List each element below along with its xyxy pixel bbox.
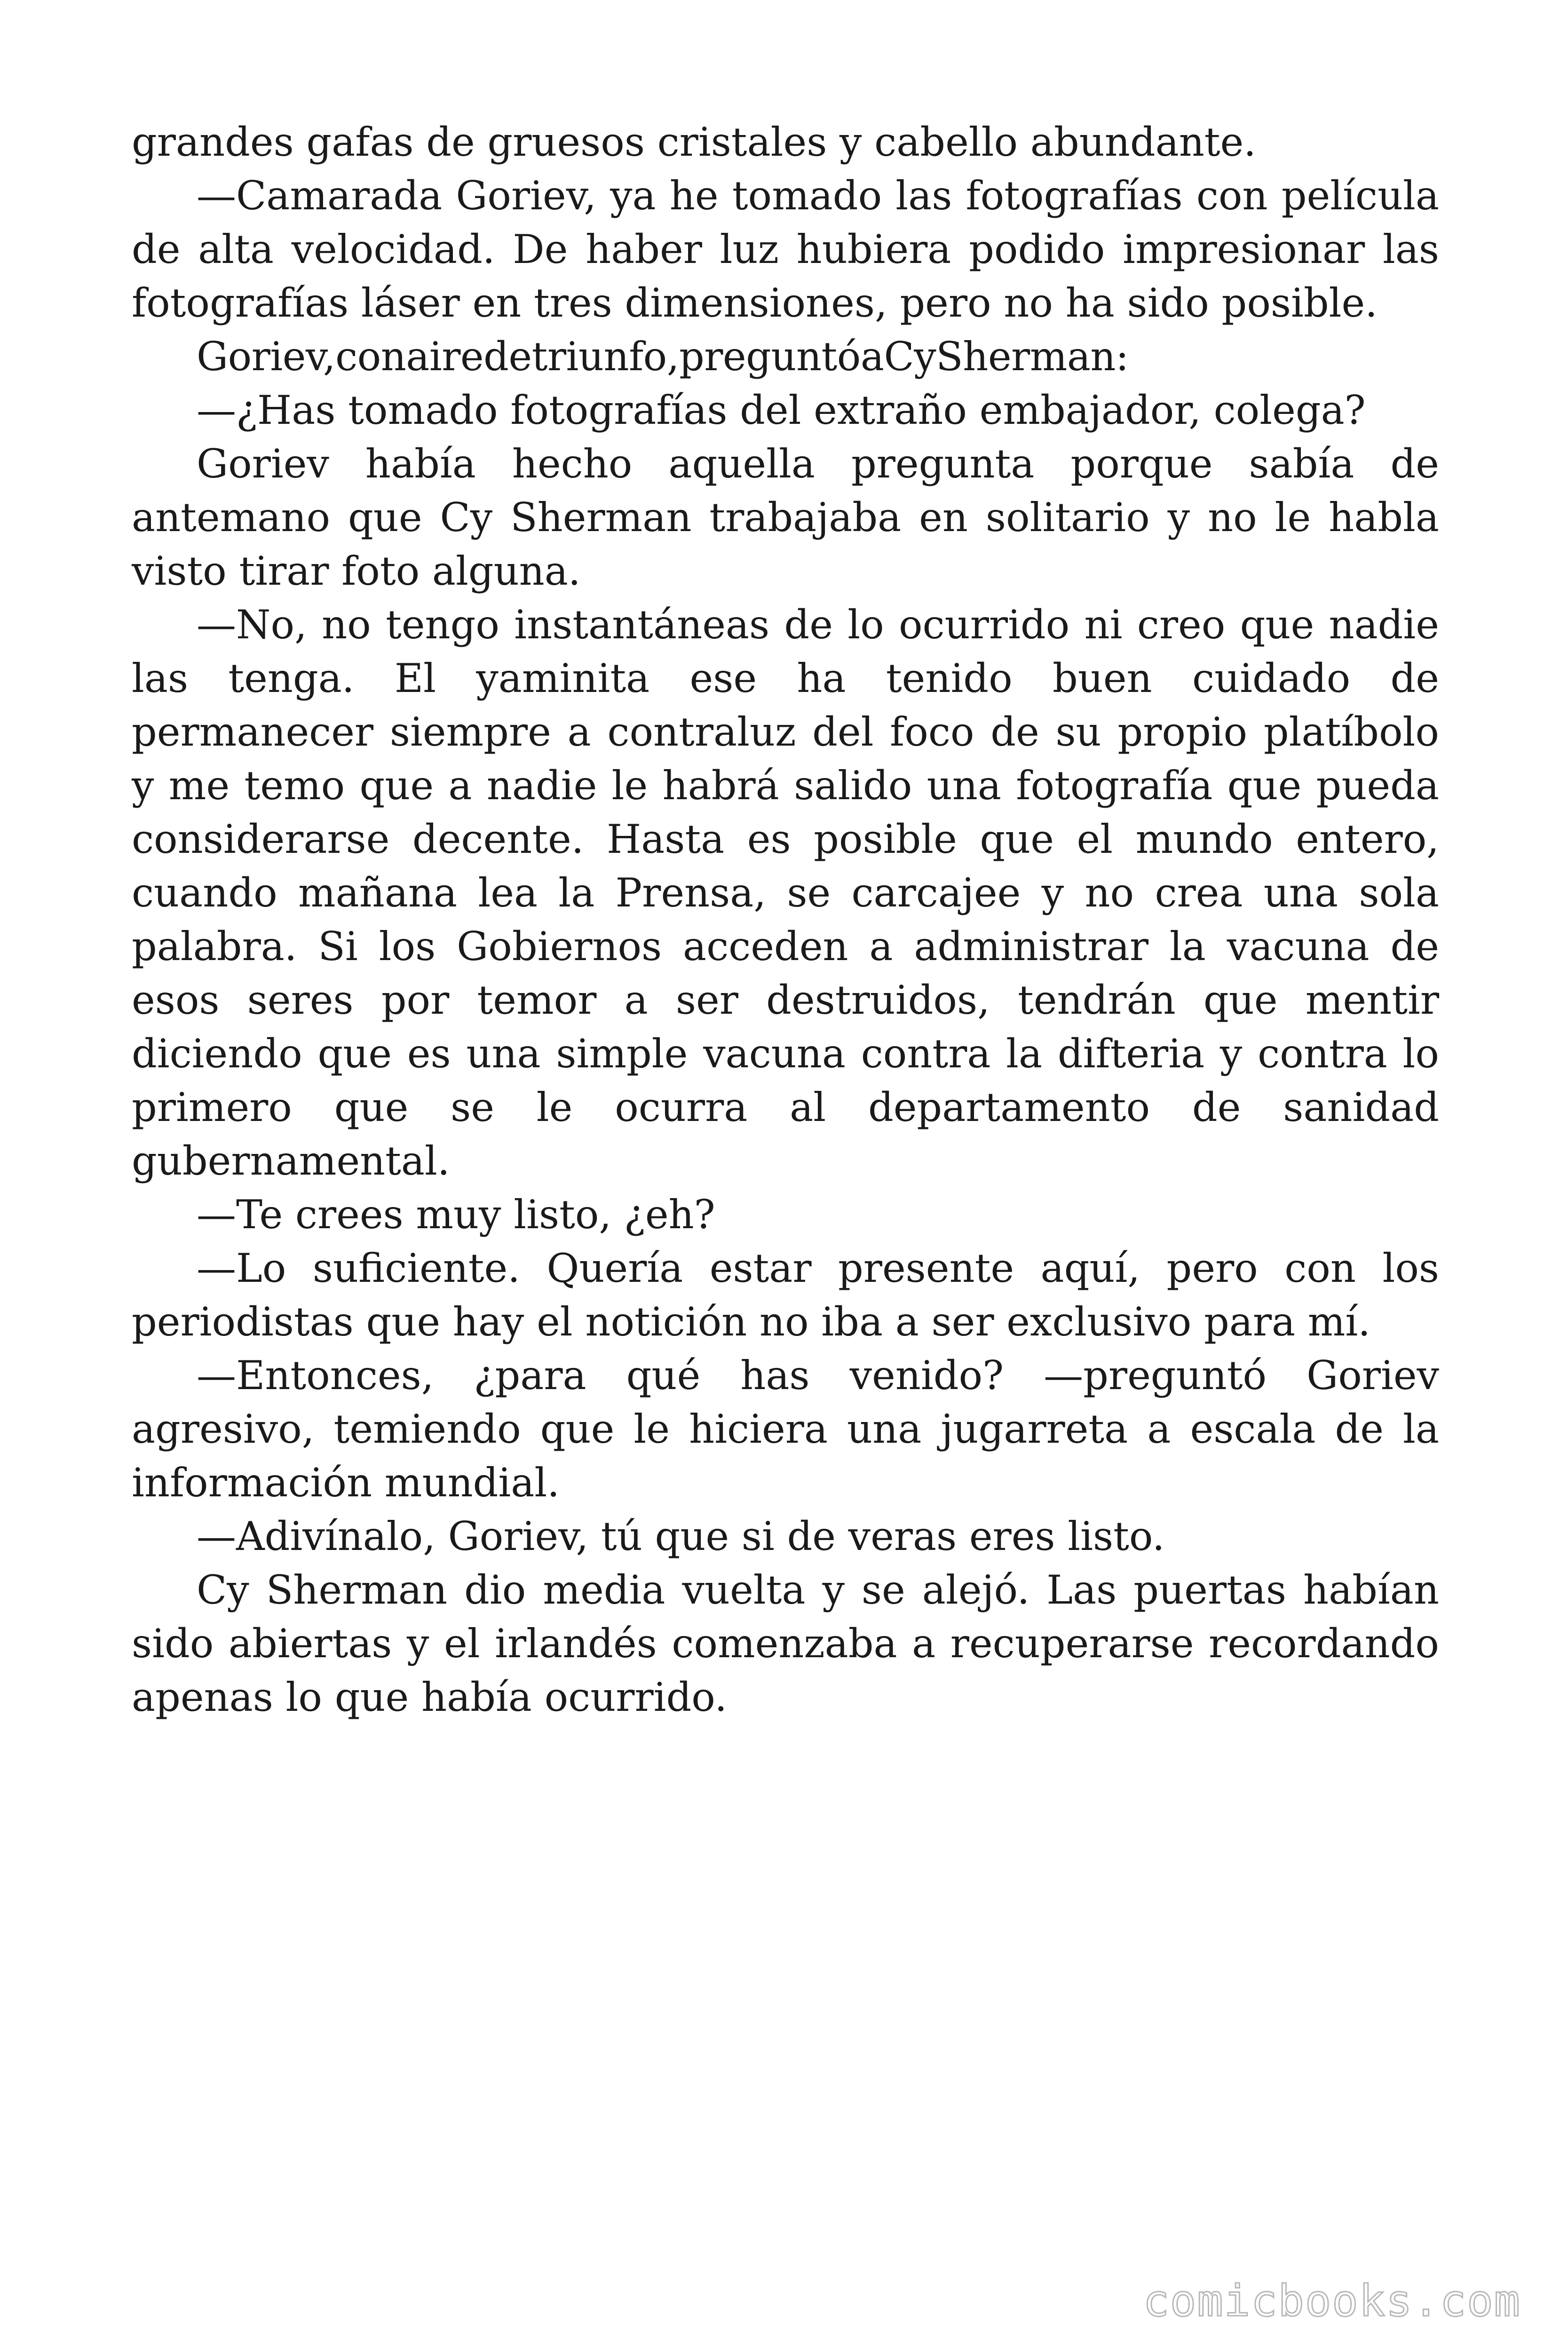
paragraph-narration-ending: Cy Sherman dio media vuelta y se alejó. Las puertas habían sido abiertas y el irlandés comenzaba a recuperarse recordando apenas lo que había ocurrido. bbox=[132, 1567, 1439, 1720]
paragraph-dialogue-sherman: —No, no tengo instantáneas de lo ocurrido ni creo que nadie las tenga. El yaminita ese ha tenido buen cuidado de permanecer siempre a contraluz del foco de su propio platíbolo y me temo que a nadie le habrá salido una fotografía que pueda considerarse decente. Hasta es posible que el mundo entero, cuando mañana lea la Prensa, se carcajee y no crea una sola palabra. Si los Gobiernos acceden a administrar la vacuna de esos seres por temor a ser destruidos, tendrán que mentir diciendo que es una simple vacuna contra la difteria y contra lo primero que se le ocurra al departamento de sanidad gubernamental. bbox=[132, 602, 1439, 1184]
paragraph-dialogue-suficiente: —Lo suficiente. Quería estar presente aquí, pero con los periodistas que hay el notición no iba a ser exclusivo para mí. bbox=[132, 1245, 1439, 1345]
paragraph-dialogue-camarada: —Camarada Goriev, ya he tomado las fotografías con película de alta velocidad. De haber luz hubiera podido impresionar las fotografías láser en tres dimensiones, pero no ha sido posible. bbox=[132, 173, 1439, 326]
paragraph-dialogue-question: —¿Has tomado fotografías del extraño embajador, colega? bbox=[197, 387, 1366, 433]
site-watermark: comicbooks.com bbox=[1143, 2276, 1521, 2326]
paragraph-dialogue-entonces: —Entonces, ¿para qué has venido? —preguntó Goriev agresivo, temiendo que le hiciera una jugarreta a escala de la información mundial. bbox=[132, 1352, 1439, 1506]
body-text bbox=[132, 115, 1439, 1724]
paragraph-dialogue-adivinalo: —Adivínalo, Goriev, tú que si de veras eres listo. bbox=[197, 1513, 1165, 1559]
paragraph-continuation: grandes gafas de gruesos cristales y cabello abundante. bbox=[132, 119, 1256, 165]
paragraph-narration-triumph: Goriev,conairedetriunfo,preguntóaCySherman: bbox=[197, 334, 1129, 380]
paragraph-dialogue-listo: —Te crees muy listo, ¿eh? bbox=[197, 1192, 715, 1238]
paragraph-narration-goriev: Goriev había hecho aquella pregunta porque sabía de antemano que Cy Sherman trabajaba en solitario y no le habla visto tirar foto alguna. bbox=[132, 441, 1439, 594]
